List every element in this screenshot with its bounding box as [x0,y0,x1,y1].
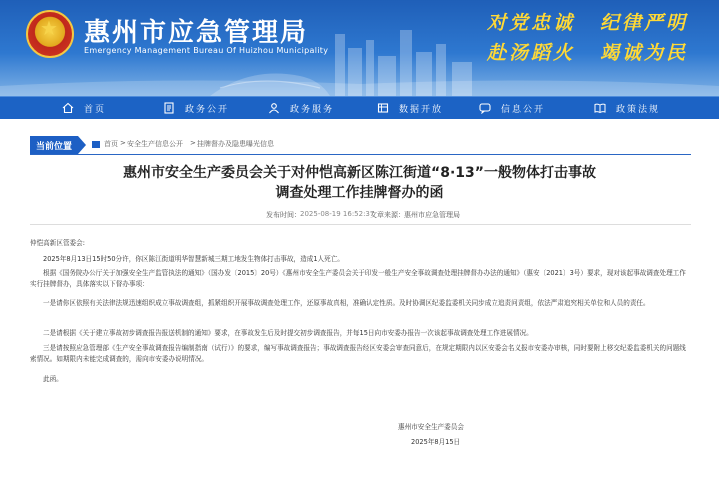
site-title: 惠州市应急管理局 [84,18,309,48]
paragraph-closing: 此函。 [43,375,63,383]
breadcrumb-separator: > [120,139,126,147]
paragraph: 2025年8月13日15时50分许，你区陈江街道明华智慧新城三期工地发生物体打击事故，造成1人死亡。 [43,255,344,263]
divider [30,224,691,225]
current-location-tag: 当前位置 [30,136,78,154]
nav-item-home[interactable] [62,97,106,119]
nav-item-policies-regulations[interactable] [594,97,660,119]
home-icon [62,102,74,114]
nav-label: 政务服务 [290,104,335,115]
slogan-2: 纪律严明 [600,12,689,34]
nav-item-government-services[interactable] [268,97,334,119]
nav-label: 政策法规 [616,104,661,115]
paragraph: 三是请按照应急管理部《生产安全事故调查报告编制指南（试行）》的要求，编写事故调查报告；事故调查报告经区安委会审查同意后，在规定期限内以区安委会名义报市安委办审核，同时要附上移交纪委监委机关的问题线索情况。如期限内未能完成调查的，需向市安委办说明情况。 [30,344,686,363]
publish-time-label: 发布时间： [266,211,301,219]
signature-date: 2025年8月15日 [411,438,461,446]
nav-label: 信息公开 [501,104,546,115]
nav-label: 数据开放 [399,104,444,115]
home-icon [92,141,100,148]
breadcrumb [30,136,691,155]
site-subtitle: Emergency Management Bureau Of Huizhou Municipality [84,46,329,55]
database-icon [377,102,389,114]
paragraph: 二是请根据《关于建立事故初步调查报告报送机制的通知》要求，在事故发生后及时提交初步调查报告，并每15日向市安委办报告一次该起事故调查处理工作进展情况。 [43,329,533,337]
article-title-line-2: 调查处理工作挂牌督办的函 [275,185,444,201]
publish-time: 2025-08-19 16:52:37 [300,210,375,218]
main-nav [0,96,719,119]
signature-org: 惠州市安全生产委员会 [398,423,464,431]
nav-item-open-data[interactable] [377,97,443,119]
paragraph: 一是请你区依照有关法律法规迅速组织成立事故调查组，抓紧组织开展事故调查处理工作，还原事故真相，准确认定性质。及时协调区纪委监委机关同步成立追责问责组，依法严肃追究相关单位和人员的责任。 [43,299,650,307]
breadcrumb-separator: > [190,139,196,147]
national-emblem-icon: ★ [26,10,74,58]
people-icon [268,102,280,114]
slogan-1: 对党忠诚 [487,12,576,34]
nav-item-government-affairs[interactable] [163,97,229,119]
nav-label: 首页 [84,104,107,115]
breadcrumb-link-home[interactable]: 首页 [104,140,118,148]
chat-icon [479,102,491,114]
nav-label: 政务公开 [185,104,230,115]
salutation: 仲恺高新区管委会: [30,239,85,247]
site-header [0,0,719,96]
breadcrumb-link-supervision-info[interactable]: 挂牌督办及隐患曝光信息 [197,140,274,148]
source-label: 文章来源： [370,211,405,219]
slogan-4: 竭诚为民 [600,42,689,64]
nav-item-information-disclosure[interactable] [479,97,545,119]
breadcrumb-link-safety-info[interactable]: 安全生产信息公开 [127,140,183,148]
source: 惠州市应急管理局 [404,211,460,219]
article-title-line-1: 惠州市安全生产委员会关于对仲恺高新区陈江街道“8·13”一般物体打击事故 [123,165,596,181]
book-icon [594,102,606,114]
paragraph: 根据《国务院办公厅关于加强安全生产监管执法的通知》（国办发〔2015〕20号）《惠州市安全生产委员会关于印发一般生产安全事故调查处理挂牌督办办法的通知》（惠安〔2021〕3号）要求，现对该起事故调查处理工作实行挂牌督办，具体落实以下督办事项： [30,269,686,288]
slogan-3: 赴汤蹈火 [487,42,576,64]
document-icon [163,102,175,114]
